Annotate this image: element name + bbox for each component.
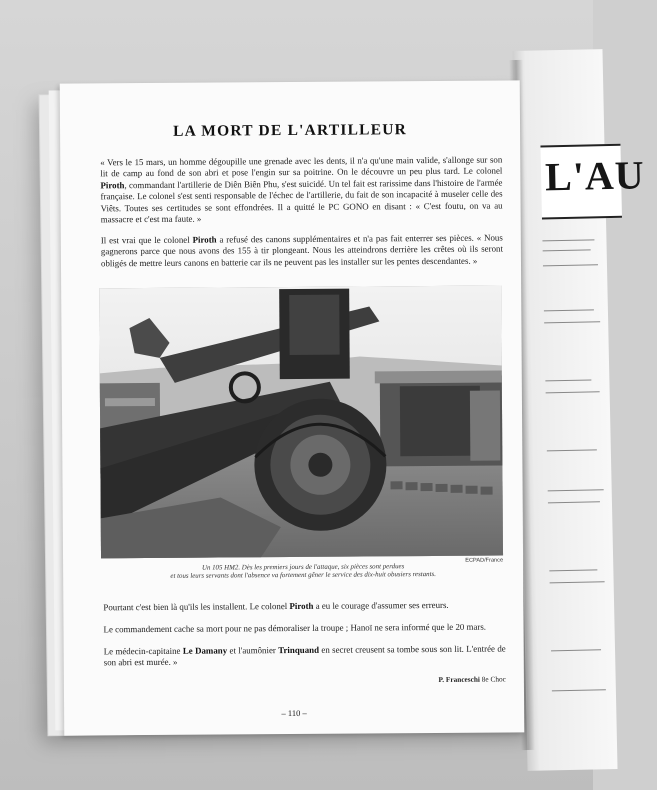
text-line bbox=[544, 309, 594, 311]
paragraph-text: Le médecin-capitaine bbox=[103, 645, 183, 657]
name-piroth: Piroth bbox=[100, 179, 125, 191]
name-piroth: Piroth bbox=[289, 600, 314, 612]
paragraph-1 bbox=[100, 155, 502, 226]
text-line bbox=[542, 239, 594, 241]
paragraph-2 bbox=[101, 233, 503, 270]
paragraph-text: « Vers le 15 mars, un homme dégoupille une grenade avec les dents, il n'a qu'une main valide, s'allonge sur son lit de camp au fond de son abri et pose l'engin sur sa poitrine. On le découvre un peu plus tard. Le colonel bbox=[100, 154, 503, 179]
paragraph-text: et l'aumônier bbox=[227, 645, 279, 656]
paragraph-text: a refusé des canons supplémentaires et n'a pas fait enterrer ses pièces. « Nous gagnerons parce que nous avons des 155 à tir plongeant. Nous les atteindrons derrière les crêtes où ils seront obligés de mettre leurs canons en batterie car ils ne peuvent pas les installer sur les pentes descendantes. » bbox=[100, 232, 503, 269]
photo-credit: ECPAD/France bbox=[465, 557, 504, 564]
caption-line: Un 105 HM2. Dès les premiers jours de l'attaque, six pièces sont perdues bbox=[201, 563, 405, 572]
author-unit: 8e Choc bbox=[479, 674, 506, 684]
book-page bbox=[60, 80, 525, 735]
text-line bbox=[551, 649, 601, 651]
page-number: – 110 – bbox=[281, 707, 307, 719]
caption-line: et tous leurs servants dont l'absence va fortement gêner le service des dix-huit obusiers restants. bbox=[170, 571, 436, 581]
paragraph-text: a eu le courage d'assumer ses erreurs. bbox=[313, 599, 449, 611]
name-trinquand: Trinquand bbox=[278, 644, 320, 656]
photo-artwork bbox=[99, 286, 503, 559]
paragraph-text: Pourtant c'est bien là qu'ils les installent. Le colonel bbox=[103, 601, 290, 613]
text-line bbox=[552, 689, 606, 691]
text-line bbox=[545, 379, 591, 381]
text-line bbox=[547, 449, 597, 451]
author-signature bbox=[394, 675, 506, 685]
paragraph-3 bbox=[103, 600, 505, 614]
howitzer-photo bbox=[99, 286, 503, 559]
name-piroth: Piroth bbox=[192, 234, 217, 245]
text-line bbox=[549, 569, 597, 571]
text-line bbox=[546, 391, 600, 393]
author-name: P. Franceschi bbox=[438, 674, 480, 684]
paragraph-4: Le commandement cache sa mort pour ne pas démoraliser la troupe ; Hanoï ne sera informé que le 20 mars. bbox=[103, 621, 487, 635]
paragraph-5 bbox=[104, 644, 506, 670]
text-line bbox=[543, 249, 591, 251]
photo-caption bbox=[153, 563, 453, 582]
text-line bbox=[543, 264, 598, 266]
paragraph-text: , commandant l'artillerie de Diên Biên Phu, s'est suicidé. Un tel fait est rarissime dans l'histoire de l'armée française. Le colonel s'est senti responsable de l'échec de l'artillerie, du fait de son incapacité à museler celle des Viêts. Toutes ses certitudes se sont effondrées. Il a quitté le PC GONO en disant : « C'est foutu, on va au massacre et c'est ma faute. » bbox=[100, 177, 503, 225]
text-line bbox=[544, 321, 600, 323]
page-title: LA MORT DE L'ARTILLEUR bbox=[173, 121, 408, 140]
name-le-damany: Le Damany bbox=[182, 645, 228, 656]
paragraph-text: Il est vrai que le colonel bbox=[100, 234, 193, 246]
text-line bbox=[548, 501, 600, 503]
text-line bbox=[550, 581, 605, 583]
newspaper-clipping bbox=[540, 144, 646, 220]
paragraph-text: en secret creusent sa tombe sous son lit. L'entrée de son abri est murée. » bbox=[103, 643, 506, 668]
newspaper-masthead: L'AU bbox=[544, 152, 646, 200]
text-line bbox=[548, 489, 604, 491]
